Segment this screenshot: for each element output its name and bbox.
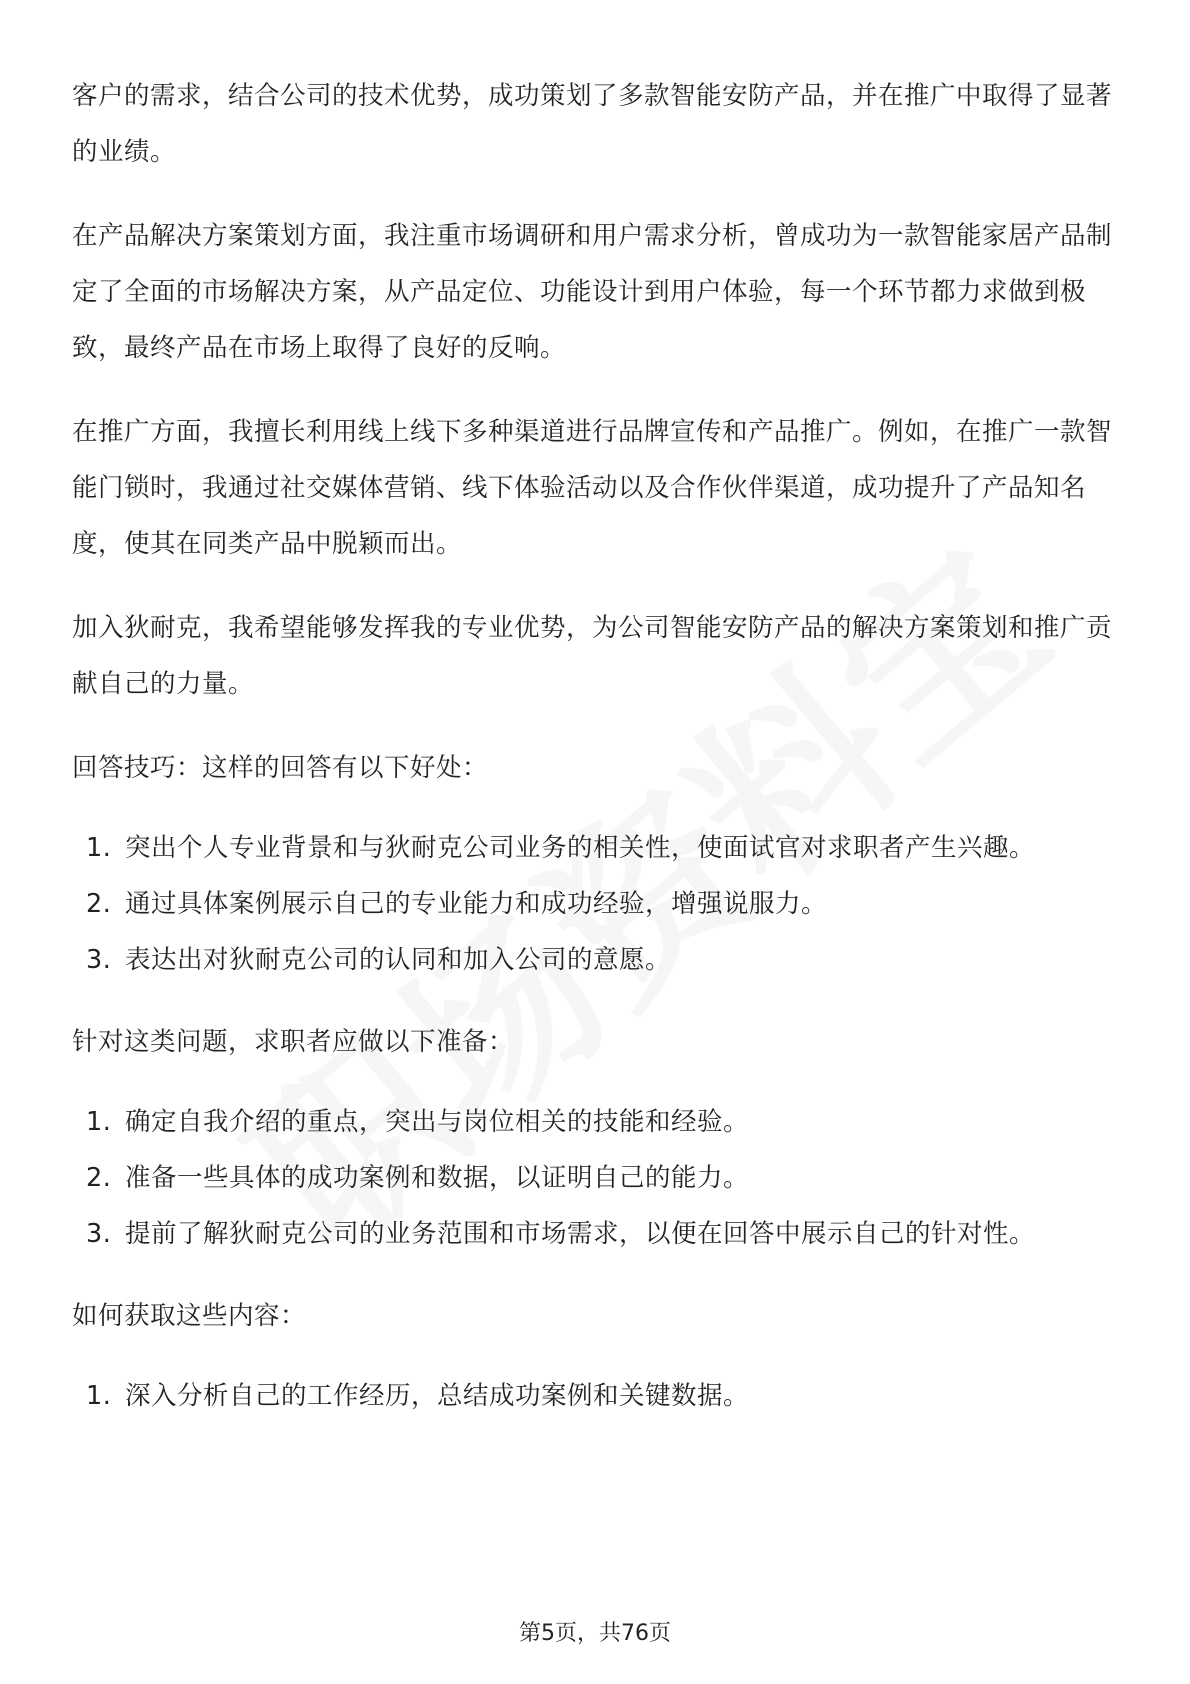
list-number: 1.	[86, 1381, 112, 1411]
list-item-text: 突出个人专业背景和与狄耐克公司业务的相关性，使面试官对求职者产生兴趣。	[125, 833, 1036, 863]
tips-list	[72, 820, 1122, 988]
list-item	[72, 1150, 1122, 1206]
list-item-text: 深入分析自己的工作经历，总结成功案例和关键数据。	[125, 1381, 750, 1411]
paragraph: 加入狄耐克，我希望能够发挥我的专业优势，为公司智能安防产品的解决方案策划和推广贡献自己的力量。	[72, 613, 1113, 699]
tips-heading: 回答技巧：这样的回答有以下好处：	[72, 753, 489, 783]
list-item	[72, 820, 1122, 876]
list-number: 2.	[86, 889, 112, 919]
list-item-text: 表达出对狄耐克公司的认同和加入公司的意愿。	[125, 945, 672, 975]
list-item-text: 准备一些具体的成功案例和数据，以证明自己的能力。	[125, 1163, 750, 1193]
page-footer: 第5页，共76页	[519, 1621, 671, 1646]
list-item	[72, 1206, 1122, 1262]
list-number: 2.	[86, 1163, 112, 1193]
prep-list	[72, 1094, 1122, 1262]
list-number: 1.	[86, 1107, 112, 1137]
obtain-list	[72, 1368, 1122, 1424]
document-body	[72, 68, 1122, 1450]
paragraph: 在产品解决方案策划方面，我注重市场调研和用户需求分析，曾成功为一款智能家居产品制定了全面的市场解决方案，从产品定位、功能设计到用户体验，每一个环节都力求做到极致，最终产品在市场上取得了良好的反响。	[72, 221, 1113, 363]
list-item-text: 通过具体案例展示自己的专业能力和成功经验，增强说服力。	[125, 889, 828, 919]
paragraph: 客户的需求，结合公司的技术优势，成功策划了多款智能安防产品，并在推广中取得了显著的业绩。	[72, 81, 1113, 167]
list-item-text: 提前了解狄耐克公司的业务范围和市场需求，以便在回答中展示自己的针对性。	[125, 1219, 1036, 1249]
list-item	[72, 1094, 1122, 1150]
list-item	[72, 876, 1122, 932]
paragraph: 在推广方面，我擅长利用线上线下多种渠道进行品牌宣传和产品推广。例如，在推广一款智能门锁时，我通过社交媒体营销、线下体验活动以及合作伙伴渠道，成功提升了产品知名度，使其在同类产品中脱颖而出。	[72, 417, 1113, 559]
prep-heading: 针对这类问题，求职者应做以下准备：	[72, 1027, 515, 1057]
list-item	[72, 1368, 1122, 1424]
list-item-text: 确定自我介绍的重点，突出与岗位相关的技能和经验。	[125, 1107, 750, 1137]
list-number: 1.	[86, 833, 112, 863]
obtain-heading: 如何获取这些内容：	[72, 1301, 307, 1331]
list-number: 3.	[86, 1219, 112, 1249]
list-item	[72, 932, 1122, 988]
list-number: 3.	[86, 945, 112, 975]
